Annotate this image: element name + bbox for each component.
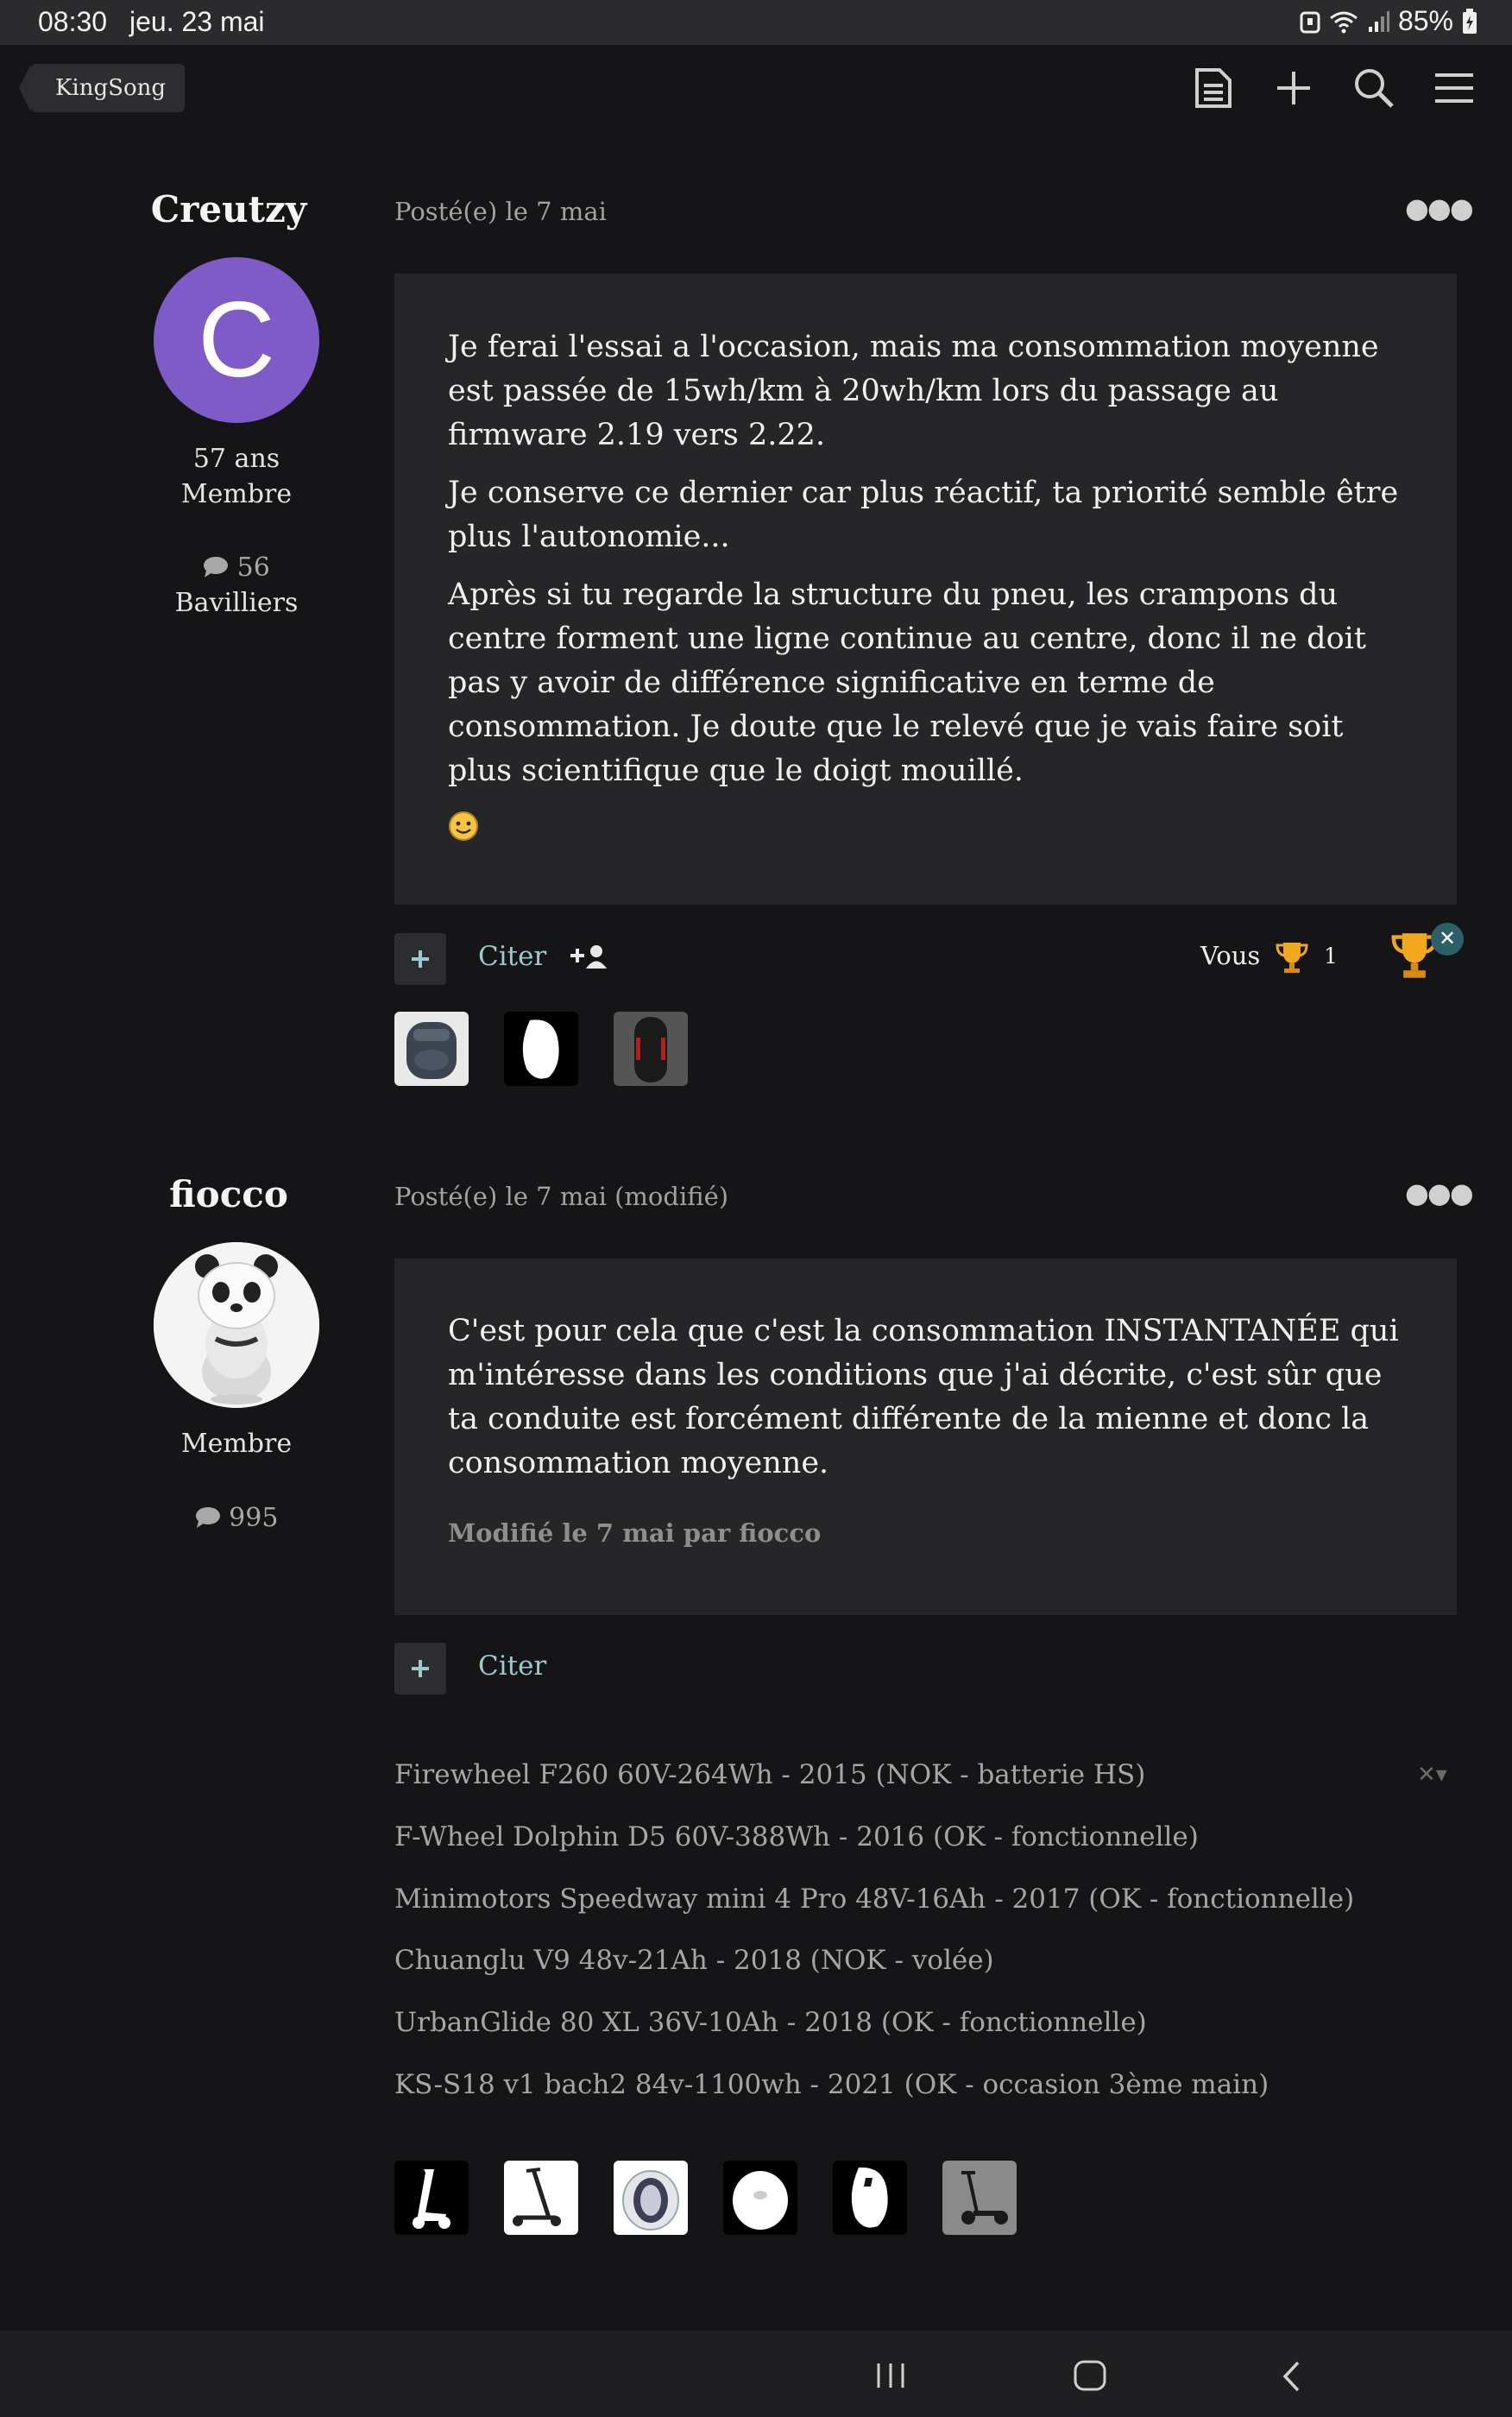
post-paragraph: C'est pour cela que c'est la consommation INSTANTANÉE qui m'intéresse dans les conditions que j'ai décrite, c'est sûr que ta conduite est forcément différente de la mienne et donc la consommation moyenne. bbox=[448, 1314, 1399, 1480]
menu-icon[interactable] bbox=[1430, 64, 1478, 112]
multiquote-button[interactable] bbox=[394, 933, 446, 985]
reaction-user[interactable]: Vous bbox=[1200, 941, 1261, 970]
signature-image-urbanglide[interactable] bbox=[833, 2161, 907, 2235]
author-rank: Membre bbox=[180, 1429, 293, 1459]
signal-icon bbox=[1367, 9, 1389, 34]
post-paragraph: Après si tu regarde la structure du pneu, les crampons du centre forment une ligne continue au centre, donc il ne doit pas y avoir de différence significative en terme de consommation. Je doute que le relevé que je vais faire soit plus scientifique que le doigt mouillé. bbox=[448, 577, 1366, 788]
signature-image-firewheel[interactable] bbox=[394, 2161, 469, 2235]
post-date[interactable]: Posté(e) le 7 mai (modifié) bbox=[394, 1182, 729, 1211]
quote-button[interactable]: Citer bbox=[478, 1650, 547, 1682]
post-count bbox=[107, 550, 366, 585]
multiquote-button[interactable] bbox=[394, 1643, 446, 1694]
author-location: Bavilliers bbox=[174, 588, 299, 618]
battery-icon bbox=[1462, 9, 1477, 35]
back-label: KingSong bbox=[55, 75, 166, 101]
comment-icon bbox=[195, 1506, 221, 1529]
signature-line: Chuanglu V9 48v-21Ah - 2018 (NOK - volée) bbox=[394, 1945, 994, 1976]
status-time: 08:30 bbox=[38, 6, 108, 37]
avatar[interactable] bbox=[154, 257, 319, 423]
remove-reaction-icon[interactable]: ✕ bbox=[1431, 923, 1464, 956]
post-content bbox=[394, 1259, 1457, 1615]
plus-icon bbox=[410, 949, 431, 969]
signature-image-chuanglu[interactable] bbox=[723, 2161, 797, 2235]
trophy-icon bbox=[1275, 940, 1309, 978]
signature-image-ks-wheel[interactable] bbox=[614, 1012, 688, 1086]
recent-apps-icon[interactable] bbox=[873, 2362, 908, 2393]
signature-image-monowheel[interactable] bbox=[504, 1012, 578, 1086]
back-to-kingsong-button[interactable] bbox=[31, 64, 185, 112]
post-content bbox=[394, 274, 1457, 905]
signature-line: F-Wheel Dolphin D5 60V-388Wh - 2016 (OK - fonctionnelle) bbox=[394, 1821, 1199, 1852]
signature-line: Firewheel F260 60V-264Wh - 2015 (NOK - batterie HS) bbox=[394, 1759, 1146, 1790]
post-count bbox=[107, 1500, 366, 1536]
search-icon[interactable] bbox=[1350, 64, 1398, 112]
quote-button[interactable]: Citer bbox=[478, 941, 547, 972]
signature-line: UrbanGlide 80 XL 36V-10Ah - 2018 (OK - fonctionnelle) bbox=[394, 2007, 1147, 2038]
signature-image-scooter[interactable] bbox=[942, 2161, 1017, 2235]
author-age: 57 ans bbox=[192, 444, 280, 474]
comment-icon bbox=[203, 556, 229, 578]
status-icons bbox=[1300, 5, 1477, 37]
alarm-icon bbox=[1300, 9, 1320, 34]
signature-image-speedway[interactable] bbox=[614, 2161, 688, 2235]
author-name[interactable]: Creutzy bbox=[150, 188, 307, 230]
post-options-icon[interactable]: ●●● bbox=[1405, 1177, 1472, 1209]
post-paragraph: Je conserve ce dernier car plus réactif, ta priorité semble être plus l'autonomie... bbox=[448, 476, 1399, 554]
add-user-icon[interactable] bbox=[570, 943, 608, 973]
app-header bbox=[0, 45, 1512, 131]
signature-image-wheel-bag[interactable] bbox=[394, 1012, 469, 1086]
battery-percent: 85% bbox=[1397, 5, 1453, 36]
post-date[interactable]: Posté(e) le 7 mai bbox=[394, 197, 607, 226]
create-plus-icon[interactable] bbox=[1269, 64, 1318, 112]
signature-line: Minimotors Speedway mini 4 Pro 48V-16Ah - 2017 (OK - fonctionnelle) bbox=[394, 1884, 1355, 1915]
panda-avatar-icon bbox=[154, 1242, 319, 1408]
status-bar bbox=[0, 0, 1512, 45]
post-count-value: 995 bbox=[229, 1503, 279, 1533]
author-name[interactable]: fiocco bbox=[169, 1173, 288, 1215]
activity-icon[interactable] bbox=[1189, 64, 1238, 112]
smiley-emoji-icon bbox=[448, 811, 1406, 855]
post-options-icon[interactable]: ●●● bbox=[1405, 192, 1472, 224]
plus-icon bbox=[410, 1658, 431, 1679]
status-date: jeu. 23 mai bbox=[129, 6, 265, 37]
signature-line: KS-S18 v1 bach2 84v-1100wh - 2021 (OK - occasion 3ème main) bbox=[394, 2069, 1269, 2100]
signature-image-dolphin[interactable] bbox=[504, 2161, 578, 2235]
wifi-icon bbox=[1329, 9, 1358, 34]
author-rank: Membre bbox=[180, 479, 293, 509]
reaction-count: 1 bbox=[1324, 943, 1338, 969]
avatar[interactable] bbox=[154, 1242, 319, 1408]
back-icon[interactable] bbox=[1281, 2360, 1301, 2396]
avatar-letter: C bbox=[198, 281, 275, 400]
post-paragraph: Je ferai l'essai a l'occasion, mais ma consommation moyenne est passée de 15wh/km à 20wh/km lors du passage au firmware 2.19 vers 2.22. bbox=[448, 330, 1379, 452]
home-icon[interactable] bbox=[1074, 2360, 1106, 2395]
edited-note: Modifié le 7 mai par fiocco bbox=[448, 1518, 822, 1548]
hide-signature-icon[interactable]: ✕▾ bbox=[1417, 1761, 1447, 1787]
react-trophy-button[interactable] bbox=[1389, 927, 1457, 985]
post-count-value: 56 bbox=[236, 552, 270, 583]
system-nav-bar bbox=[0, 2331, 1512, 2417]
